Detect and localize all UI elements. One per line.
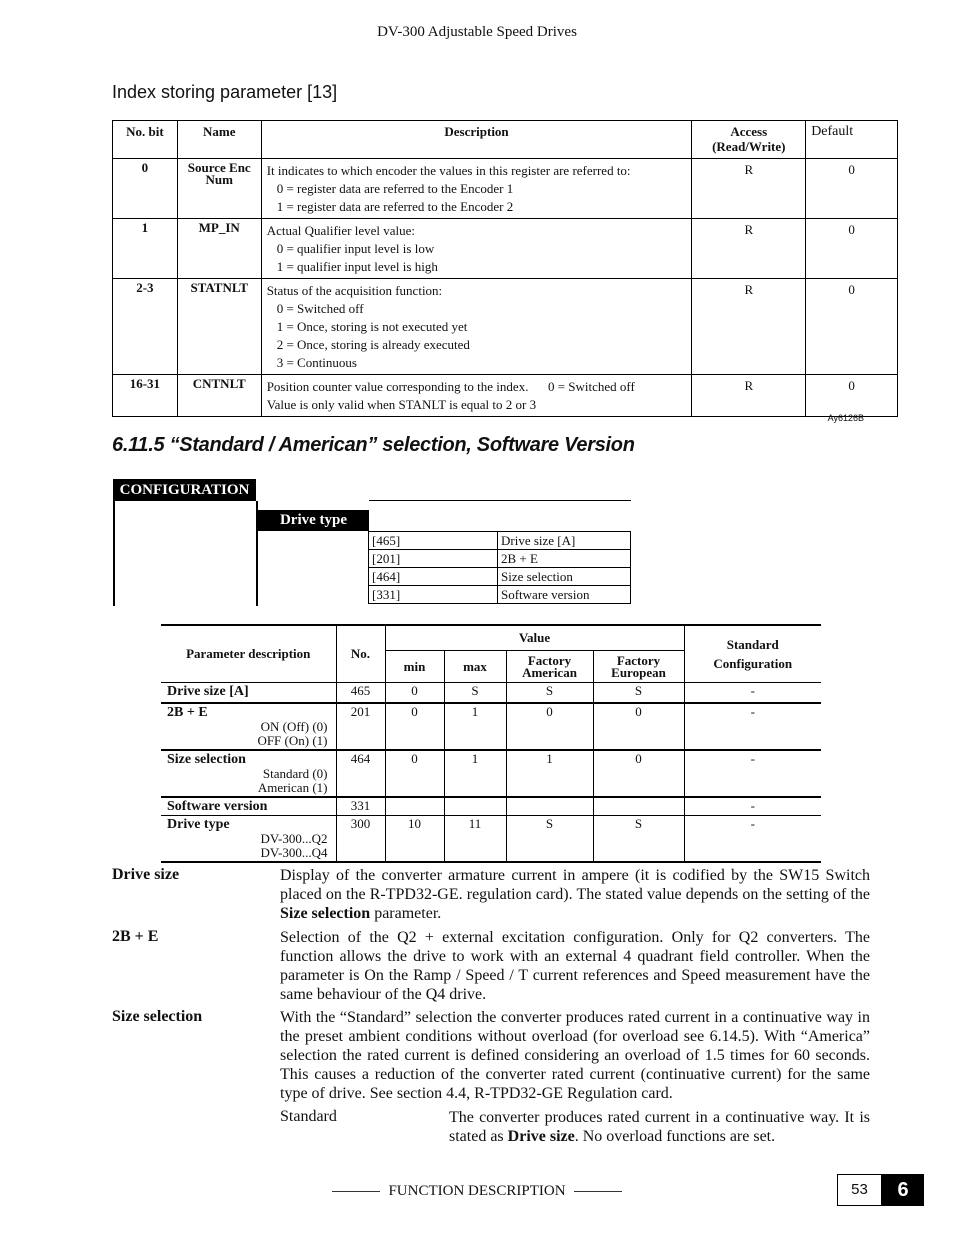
description-cell bbox=[261, 219, 692, 279]
page-number: 53 bbox=[837, 1174, 882, 1206]
value-standard-configuration: - bbox=[684, 816, 821, 863]
menu-tree-line bbox=[113, 501, 115, 606]
definition-body-drive-size bbox=[280, 866, 870, 923]
definition-term-2b-e: 2B + E bbox=[112, 928, 159, 945]
menu-item bbox=[369, 532, 631, 550]
bit-cell: 0 bbox=[113, 159, 178, 219]
description-line: 1 = register data are referred to the Encoder 2 bbox=[276, 199, 514, 214]
column-header-no: No. bbox=[336, 625, 385, 683]
parameter-name-text: Drive size [A] bbox=[167, 684, 249, 699]
description-line: 0 = Switched off bbox=[276, 301, 364, 316]
definition-body-standard bbox=[449, 1108, 870, 1146]
menu-item-code: [465] bbox=[369, 532, 498, 550]
name-cell: STATNLT bbox=[177, 279, 261, 375]
factory-european-label: Factory European bbox=[611, 652, 666, 680]
default-cell: 0 bbox=[806, 279, 898, 375]
value-min: 0 bbox=[385, 750, 444, 797]
description-cell bbox=[261, 159, 692, 219]
configuration-menu-label: CONFIGURATION bbox=[113, 479, 256, 501]
default-cell: 0 bbox=[806, 159, 898, 219]
footer-rule bbox=[332, 1191, 380, 1192]
value-factory-american: 0 bbox=[506, 703, 593, 750]
parameter-number: 300 bbox=[336, 816, 385, 863]
parameter-name-text: 2B + E bbox=[167, 705, 208, 720]
definition-text: The converter produces rated current in a continuative way. It is stated as bbox=[449, 1109, 870, 1145]
menu-item-code: [201] bbox=[369, 550, 498, 568]
value-max: 11 bbox=[444, 816, 506, 863]
drive-type-menu-label: Drive type bbox=[258, 510, 369, 531]
name-cell: MP_IN bbox=[177, 219, 261, 279]
definition-term-size-selection: Size selection bbox=[112, 1008, 203, 1025]
table-row bbox=[113, 375, 898, 417]
description-line: 3 = Continuous bbox=[276, 355, 357, 370]
definition-text: parameter. bbox=[370, 905, 442, 922]
page-footer bbox=[0, 1183, 954, 1200]
menu-item-label: Drive size [A] bbox=[498, 532, 631, 550]
subsection-heading: 6.11.5 “Standard / American” selection, Software Version bbox=[112, 434, 635, 456]
access-cell: R bbox=[692, 279, 806, 375]
table-row bbox=[161, 797, 821, 816]
bit-cell: 1 bbox=[113, 219, 178, 279]
definition-term-standard: Standard bbox=[280, 1108, 337, 1125]
table-row bbox=[113, 219, 898, 279]
value-factory-european: 0 bbox=[593, 750, 684, 797]
value-min: 10 bbox=[385, 816, 444, 863]
value-standard-configuration: - bbox=[684, 683, 821, 704]
value-standard-configuration: - bbox=[684, 750, 821, 797]
table-row bbox=[113, 279, 898, 375]
table-header-row bbox=[161, 625, 821, 651]
description-line: It indicates to which encoder the values in this register are referred to: bbox=[266, 163, 631, 178]
column-header-description: Description bbox=[261, 121, 692, 159]
description-line: 2 = Once, storing is already executed bbox=[276, 337, 470, 352]
parameter-option: American (1) bbox=[257, 780, 328, 795]
value-min: 0 bbox=[385, 683, 444, 704]
parameter-name-text: Drive type bbox=[167, 817, 230, 832]
description-line: Position counter value corresponding to the index. 0 = Switched off bbox=[266, 379, 635, 394]
value-max: 1 bbox=[444, 750, 506, 797]
parameter-option: Standard (0) bbox=[262, 766, 328, 781]
value-factory-american: S bbox=[506, 683, 593, 704]
bit-cell: 2-3 bbox=[113, 279, 178, 375]
definition-text: Display of the converter armature current in ampere (it is codified by the SW15 Switch placed on the R-TPD32-GE. regulation card). The stated value depends on the setting of the bbox=[280, 867, 870, 903]
value-max: S bbox=[444, 683, 506, 704]
menu-item bbox=[369, 568, 631, 586]
definition-body-2b-e: Selection of the Q2 + external excitation configuration. Only for Q2 converters. The function allows the drive to work with an external 4 quadrant field controller. When the parameter is On the Ramp / Speed / T current references and Speed measurement have the same behaviour of the Q4 drive. bbox=[280, 929, 870, 1003]
menu-item bbox=[369, 550, 631, 568]
description-line: 1 = Once, storing is not executed yet bbox=[276, 319, 468, 334]
description-line: 1 = qualifier input level is high bbox=[276, 259, 438, 274]
description-line: 0 = qualifier input level is low bbox=[276, 241, 435, 256]
menu-item bbox=[369, 586, 631, 604]
figure-id: Ay6126B bbox=[827, 413, 864, 423]
value-factory-european: S bbox=[593, 816, 684, 863]
value-standard-configuration: - bbox=[684, 703, 821, 750]
column-header-factory-european bbox=[593, 651, 684, 683]
menu-item-label: Software version bbox=[498, 586, 631, 604]
factory-american-label: Factory American bbox=[522, 652, 577, 680]
value-factory-european: 0 bbox=[593, 703, 684, 750]
definition-text: . No overload functions are set. bbox=[574, 1128, 776, 1145]
value-max: 1 bbox=[444, 703, 506, 750]
table-row bbox=[161, 816, 821, 863]
menu-item-label: Size selection bbox=[498, 568, 631, 586]
column-header-default: Default bbox=[806, 121, 898, 159]
access-cell: R bbox=[692, 375, 806, 417]
parameter-name bbox=[161, 797, 336, 816]
parameter-option: DV-300...Q2 bbox=[260, 831, 328, 846]
value-factory-european bbox=[593, 797, 684, 816]
description-line: 0 = register data are referred to the Encoder 1 bbox=[276, 181, 514, 196]
description-cell bbox=[261, 375, 692, 417]
table-row bbox=[113, 159, 898, 219]
column-header-standard-configuration bbox=[684, 625, 821, 683]
menu-item-code: [331] bbox=[369, 586, 498, 604]
column-header-bit: No. bit bbox=[113, 121, 178, 159]
menu-tree-line bbox=[369, 500, 631, 501]
drive-type-menu-items bbox=[368, 531, 631, 604]
parameter-number: 465 bbox=[336, 683, 385, 704]
bit-cell: 16-31 bbox=[113, 375, 178, 417]
description-line: Status of the acquisition function: bbox=[266, 283, 443, 298]
value-factory-european: S bbox=[593, 683, 684, 704]
menu-item-label: 2B + E bbox=[498, 550, 631, 568]
parameter-number: 201 bbox=[336, 703, 385, 750]
parameter-name bbox=[161, 816, 336, 863]
parameter-option: DV-300...Q4 bbox=[260, 845, 328, 860]
parameter-number: 464 bbox=[336, 750, 385, 797]
definition-bold-text: Drive size bbox=[507, 1128, 575, 1145]
value-factory-american: S bbox=[506, 816, 593, 863]
menu-item-code: [464] bbox=[369, 568, 498, 586]
table-row bbox=[161, 750, 821, 797]
parameter-name-text: Software version bbox=[167, 799, 268, 814]
index-section-heading: Index storing parameter [13] bbox=[112, 82, 338, 102]
column-header-description: Parameter description bbox=[161, 625, 336, 683]
table-row bbox=[161, 703, 821, 750]
chapter-tab: 6 bbox=[882, 1174, 924, 1206]
standard-configuration-label: Standard Configuration bbox=[713, 637, 793, 671]
value-max bbox=[444, 797, 506, 816]
access-cell: R bbox=[692, 219, 806, 279]
footer-label: FUNCTION DESCRIPTION bbox=[388, 1183, 566, 1199]
parameter-option: OFF (On) (1) bbox=[257, 733, 328, 748]
parameter-name-text: Size selection bbox=[167, 752, 246, 767]
definition-body-size-selection: With the “Standard” selection the converter produces rated current in a continuative way in the preset ambient conditions without overload (for overload see 6.14.5). With “America” selection the rated current is defined considering an overload of 1.5 times for 60 seconds. This causes a reduction of the converter rated current (continuative current) for the same type of drive. See section 4.4, R-TPD32-GE Regulation card. bbox=[280, 1009, 870, 1102]
column-header-value: Value bbox=[385, 625, 684, 651]
parameter-table bbox=[161, 624, 821, 863]
value-min bbox=[385, 797, 444, 816]
value-factory-american: 1 bbox=[506, 750, 593, 797]
description-line: Actual Qualifier level value: bbox=[266, 223, 416, 238]
definition-bold-text: Size selection bbox=[280, 905, 371, 922]
value-factory-american bbox=[506, 797, 593, 816]
default-cell: 0 bbox=[806, 219, 898, 279]
index-register-table bbox=[112, 120, 898, 417]
value-min: 0 bbox=[385, 703, 444, 750]
name-cell: CNTNLT bbox=[177, 375, 261, 417]
column-header-factory-american bbox=[506, 651, 593, 683]
definition-term-drive-size: Drive size bbox=[112, 866, 180, 883]
page-header-title: DV-300 Adjustable Speed Drives bbox=[377, 24, 577, 40]
column-header-name: Name bbox=[177, 121, 261, 159]
description-line: Value is only valid when STANLT is equal to 2 or 3 bbox=[266, 397, 537, 412]
column-header-min: min bbox=[385, 651, 444, 683]
table-row bbox=[161, 683, 821, 704]
footer-rule bbox=[574, 1191, 622, 1192]
parameter-option: ON (Off) (0) bbox=[260, 719, 328, 734]
column-header-max: max bbox=[444, 651, 506, 683]
column-header-access: Access (Read/Write) bbox=[692, 121, 806, 159]
access-cell: R bbox=[692, 159, 806, 219]
value-standard-configuration: - bbox=[684, 797, 821, 816]
parameter-number: 331 bbox=[336, 797, 385, 816]
table-header-row bbox=[113, 121, 898, 159]
parameter-name bbox=[161, 750, 336, 797]
description-cell bbox=[261, 279, 692, 375]
default-cell: 0 bbox=[806, 375, 898, 417]
name-cell: Source Enc Num bbox=[177, 159, 261, 219]
parameter-name bbox=[161, 703, 336, 750]
parameter-name bbox=[161, 683, 336, 704]
